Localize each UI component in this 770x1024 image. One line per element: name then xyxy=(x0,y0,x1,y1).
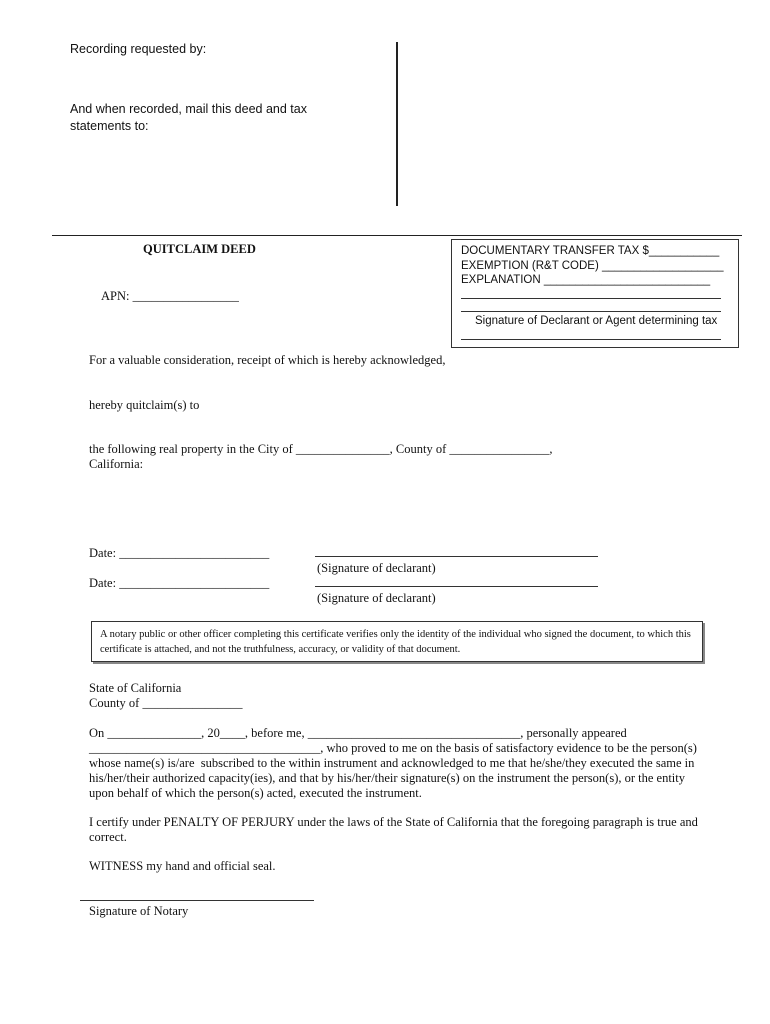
explanation-rule-1 xyxy=(461,298,721,299)
declarant-signature-rule-1 xyxy=(315,556,598,557)
witness-text: WITNESS my hand and official seal. xyxy=(89,859,276,873)
county-field: County of ________________ xyxy=(89,696,243,710)
notary-signature-label: Signature of Notary xyxy=(89,904,189,918)
state-label: State of California xyxy=(89,681,182,695)
notary-signature-rule xyxy=(80,900,314,901)
acknowledgment-line5: upon behalf of which the person(s) acted, executed the instrument. xyxy=(89,786,422,800)
acknowledgment-line4: his/her/their authorized capacity(ies), and that by his/her/their signature(s) on the instrument the person(s), or the entity xyxy=(89,771,686,785)
property-text-line2: California: xyxy=(89,457,144,471)
acknowledgment-line3: whose name(s) is/are subscribed to the within instrument and acknowledged to me that he/she/they executed the same in xyxy=(89,756,695,770)
acknowledgment-line1: On _______________, 20____, before me, __________________________________, personally appeared xyxy=(89,726,627,740)
header-vertical-divider xyxy=(396,42,398,206)
declarant-tax-signature-rule xyxy=(461,339,721,340)
mail-to-label-line2: statements to: xyxy=(70,119,149,133)
quitclaim-text: hereby quitclaim(s) to xyxy=(89,398,200,412)
declarant-signature-label-1: (Signature of declarant) xyxy=(317,561,436,575)
explanation-rule-2 xyxy=(461,311,721,312)
perjury-certification-line2: correct. xyxy=(89,830,127,844)
perjury-certification-line1: I certify under PENALTY OF PERJURY under the laws of the State of California that the foregoing paragraph is true and xyxy=(89,815,698,829)
transfer-tax-line: DOCUMENTARY TRANSFER TAX $___________ xyxy=(461,245,720,257)
declarant-signature-label-2: (Signature of declarant) xyxy=(317,591,436,605)
explanation-line: EXPLANATION __________________________ xyxy=(461,274,711,286)
header-horizontal-divider xyxy=(52,235,742,236)
deed-title: QUITCLAIM DEED xyxy=(143,242,256,256)
notary-notice-box: A notary public or other officer completing this certificate verifies only the identity of the individual who signed the document, to which this certificate is attached, and not the truthfulness, accuracy, or validity of that document. xyxy=(91,621,703,662)
mail-to-label-line1: And when recorded, mail this deed and tax xyxy=(70,102,307,116)
transfer-tax-box xyxy=(451,239,739,348)
date-field-2: Date: ________________________ xyxy=(89,576,270,590)
exemption-line: EXEMPTION (R&T CODE) ___________________ xyxy=(461,260,724,272)
apn-field: APN: _________________ xyxy=(101,289,239,303)
acknowledgment-line2: _____________________________________, who proved to me on the basis of satisfactory evidence to be the person(s) xyxy=(89,741,697,755)
recording-requested-label: Recording requested by: xyxy=(70,42,207,56)
declarant-tax-signature-label: Signature of Declarant or Agent determining tax xyxy=(475,315,718,327)
declarant-signature-rule-2 xyxy=(315,586,598,587)
consideration-text: For a valuable consideration, receipt of which is hereby acknowledged, xyxy=(89,353,446,367)
property-text-line1: the following real property in the City of _______________, County of ________________, xyxy=(89,442,553,456)
date-field-1: Date: ________________________ xyxy=(89,546,270,560)
